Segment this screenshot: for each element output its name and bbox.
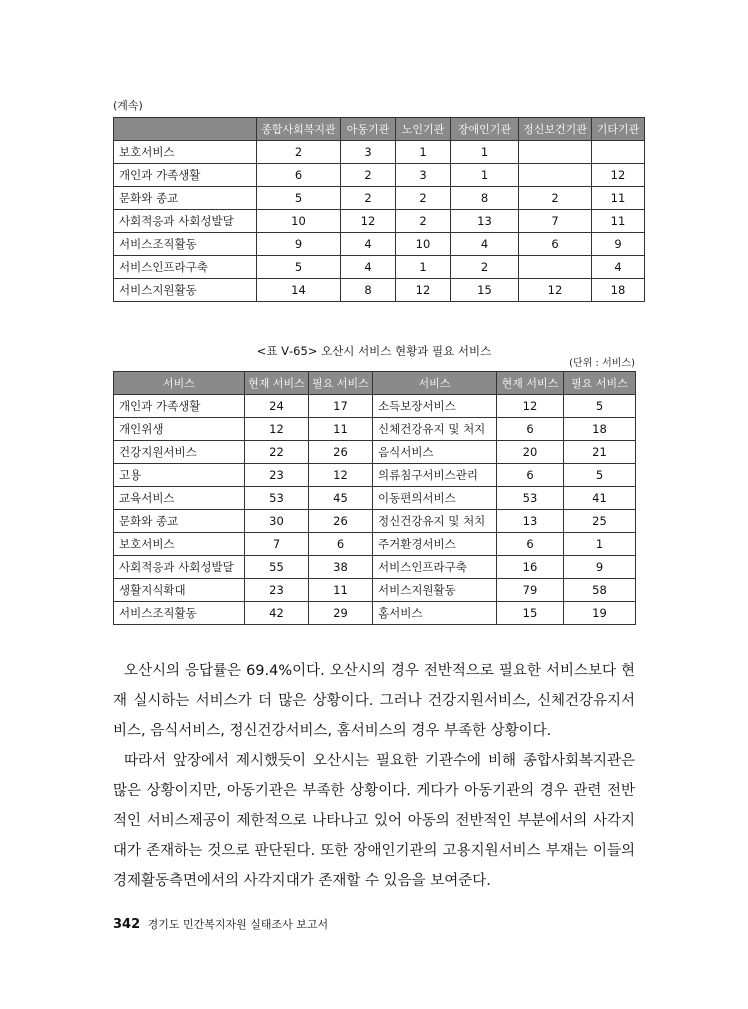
table-row	[114, 487, 636, 510]
table-cell: 2	[519, 187, 592, 210]
table-row	[114, 141, 645, 164]
table-row	[114, 164, 645, 187]
table-cell: 12	[245, 418, 309, 441]
service-name: 신체건강유지 및 처지	[373, 418, 497, 441]
row-label: 서비스조직활동	[114, 233, 257, 256]
service-name: 홈서비스	[373, 602, 497, 625]
table-cell: 15	[451, 279, 519, 302]
header-cell: 기타기관	[592, 118, 645, 141]
table-cell: 9	[257, 233, 341, 256]
header-cell	[114, 118, 257, 141]
service-name: 주거환경서비스	[373, 533, 497, 556]
table-cell: 45	[309, 487, 373, 510]
service-name: 개인위생	[114, 418, 245, 441]
service-name: 사회적응과 사회성발달	[114, 556, 245, 579]
table-cell: 26	[309, 441, 373, 464]
table-cell: 18	[592, 279, 645, 302]
table-cell: 16	[497, 556, 564, 579]
table-cell: 3	[341, 141, 396, 164]
table-cell: 6	[257, 164, 341, 187]
table-cell: 23	[245, 464, 309, 487]
header-cell: 현재 서비스	[497, 372, 564, 395]
page-footer	[113, 916, 328, 932]
table-cell: 2	[341, 164, 396, 187]
table-cell: 6	[497, 533, 564, 556]
table-cell: 2	[451, 256, 519, 279]
table-cell: 79	[497, 579, 564, 602]
table-cell: 4	[592, 256, 645, 279]
table-cell: 4	[341, 233, 396, 256]
table-cell: 29	[309, 602, 373, 625]
table-row	[114, 579, 636, 602]
header-cell: 노인기관	[396, 118, 451, 141]
table-cell: 12	[497, 395, 564, 418]
paragraph: 오산시의 응답률은 69.4%이다. 오산시의 경우 전반적으로 필요한 서비스보다 현재 실시하는 서비스가 더 많은 상황이다. 그러나 건강지원서비스, 신체건강유지서비스, 음식서비스, 정신건강서비스, 홈서비스의 경우 부족한 상황이다.	[113, 663, 635, 739]
table-cell: 5	[257, 187, 341, 210]
table-cell: 2	[396, 187, 451, 210]
table-cell: 12	[341, 210, 396, 233]
service-name: 보호서비스	[114, 533, 245, 556]
table-cell: 55	[245, 556, 309, 579]
table-header-row	[114, 118, 645, 141]
table-cell: 2	[396, 210, 451, 233]
table-row	[114, 256, 645, 279]
header-cell: 아동기관	[341, 118, 396, 141]
table-cell: 1	[564, 533, 636, 556]
table-cell: 12	[309, 464, 373, 487]
table-row	[114, 210, 645, 233]
header-cell: 서비스	[114, 372, 245, 395]
row-label: 사회적응과 사회성발달	[114, 210, 257, 233]
table-cell: 1	[451, 141, 519, 164]
table-cell: 30	[245, 510, 309, 533]
table-cell: 10	[396, 233, 451, 256]
table-cell: 3	[396, 164, 451, 187]
body-text	[113, 656, 635, 896]
table-cell: 23	[245, 579, 309, 602]
service-name: 건강지원서비스	[114, 441, 245, 464]
table-cell: 6	[497, 464, 564, 487]
service-name: 문화와 종교	[114, 510, 245, 533]
table-header-row	[114, 372, 636, 395]
table-cell: 10	[257, 210, 341, 233]
table-cell: 15	[497, 602, 564, 625]
service-name: 서비스지원활동	[373, 579, 497, 602]
continued-note: (계속)	[113, 99, 143, 112]
table-cell: 22	[245, 441, 309, 464]
header-cell: 필요 서비스	[564, 372, 636, 395]
table-row	[114, 556, 636, 579]
table-cell: 1	[396, 141, 451, 164]
table-cell: 41	[564, 487, 636, 510]
table-cell: 24	[245, 395, 309, 418]
table-cell: 58	[564, 579, 636, 602]
table-cell: 13	[497, 510, 564, 533]
table-cell: 11	[592, 210, 645, 233]
service-name: 서비스조직활동	[114, 602, 245, 625]
table-cell: 25	[564, 510, 636, 533]
header-cell: 장애인기관	[451, 118, 519, 141]
table-cell: 5	[564, 395, 636, 418]
table-caption: <표 Ⅴ-65> 오산시 서비스 현황과 필요 서비스	[256, 344, 492, 358]
table-row	[114, 533, 636, 556]
table-row	[114, 187, 645, 210]
table-cell: 4	[451, 233, 519, 256]
table-cell: 8	[341, 279, 396, 302]
table-cell: 6	[497, 418, 564, 441]
table-row	[114, 233, 645, 256]
table-cell	[592, 141, 645, 164]
table-cell: 2	[341, 187, 396, 210]
page-number: 342	[113, 917, 141, 932]
row-label: 보호서비스	[114, 141, 257, 164]
service-name: 정신건강유지 및 처치	[373, 510, 497, 533]
table-cell: 4	[341, 256, 396, 279]
table-cell: 11	[309, 418, 373, 441]
table-row	[114, 602, 636, 625]
table-cell	[519, 141, 592, 164]
table-cell: 8	[451, 187, 519, 210]
service-name: 생활지식확대	[114, 579, 245, 602]
table-cell: 20	[497, 441, 564, 464]
table-cell: 26	[309, 510, 373, 533]
table-cell: 1	[396, 256, 451, 279]
table-cell: 6	[309, 533, 373, 556]
table-cell: 1	[451, 164, 519, 187]
paragraph: 따라서 앞장에서 제시했듯이 오산시는 필요한 기관수에 비해 종합사회복지관은 많은 상황이지만, 아동기관은 부족한 상황이다. 게다가 아동기관의 경우 관련 전반적인 서비스제공이 제한적으로 나타나고 있어 아동의 전반적인 부분에서의 사각지대가 존재하는 것으로 판단된다. 또한 장애인기관의 고용지원서비스 부재는 이들의 경제활동측면에서의 사각지대가 존재할 수 있음을 보여준다.	[113, 753, 635, 889]
service-by-agency-table	[113, 117, 645, 302]
table-cell	[519, 256, 592, 279]
service-name: 소득보장서비스	[373, 395, 497, 418]
row-label: 개인과 가족생활	[114, 164, 257, 187]
table-cell: 38	[309, 556, 373, 579]
row-label: 서비스인프라구축	[114, 256, 257, 279]
table-cell: 7	[519, 210, 592, 233]
table-cell: 13	[451, 210, 519, 233]
table-cell: 12	[519, 279, 592, 302]
table-cell: 53	[245, 487, 309, 510]
header-cell: 필요 서비스	[309, 372, 373, 395]
service-name: 이동편의서비스	[373, 487, 497, 510]
service-name: 고용	[114, 464, 245, 487]
table-cell: 18	[564, 418, 636, 441]
table-cell: 7	[245, 533, 309, 556]
table-cell: 11	[309, 579, 373, 602]
header-cell: 종합사회복지관	[257, 118, 341, 141]
table-row	[114, 464, 636, 487]
table-cell: 9	[564, 556, 636, 579]
table-cell: 5	[564, 464, 636, 487]
service-name: 음식서비스	[373, 441, 497, 464]
table-row	[114, 418, 636, 441]
table-row	[114, 279, 645, 302]
table-cell: 12	[592, 164, 645, 187]
table-cell: 21	[564, 441, 636, 464]
current-vs-needed-services-table	[113, 371, 636, 625]
table-row	[114, 441, 636, 464]
table-cell: 6	[519, 233, 592, 256]
table-cell: 17	[309, 395, 373, 418]
table-cell: 5	[257, 256, 341, 279]
unit-label: (단위 : 서비스)	[569, 358, 635, 369]
table-cell: 14	[257, 279, 341, 302]
table-cell: 42	[245, 602, 309, 625]
header-cell: 정신보건기관	[519, 118, 592, 141]
row-label: 문화와 종교	[114, 187, 257, 210]
table-cell: 2	[257, 141, 341, 164]
service-name: 서비스인프라구축	[373, 556, 497, 579]
service-name: 교육서비스	[114, 487, 245, 510]
table-cell	[519, 164, 592, 187]
table-cell: 53	[497, 487, 564, 510]
report-title: 경기도 민간복지자원 실태조사 보고서	[147, 918, 329, 931]
table-cell: 19	[564, 602, 636, 625]
table-row	[114, 395, 636, 418]
table-row	[114, 510, 636, 533]
header-cell: 서비스	[373, 372, 497, 395]
row-label: 서비스지원활동	[114, 279, 257, 302]
service-name: 의류침구서비스관리	[373, 464, 497, 487]
table-cell: 12	[396, 279, 451, 302]
header-cell: 현재 서비스	[245, 372, 309, 395]
table-cell: 11	[592, 187, 645, 210]
service-name: 개인과 가족생활	[114, 395, 245, 418]
table-cell: 9	[592, 233, 645, 256]
